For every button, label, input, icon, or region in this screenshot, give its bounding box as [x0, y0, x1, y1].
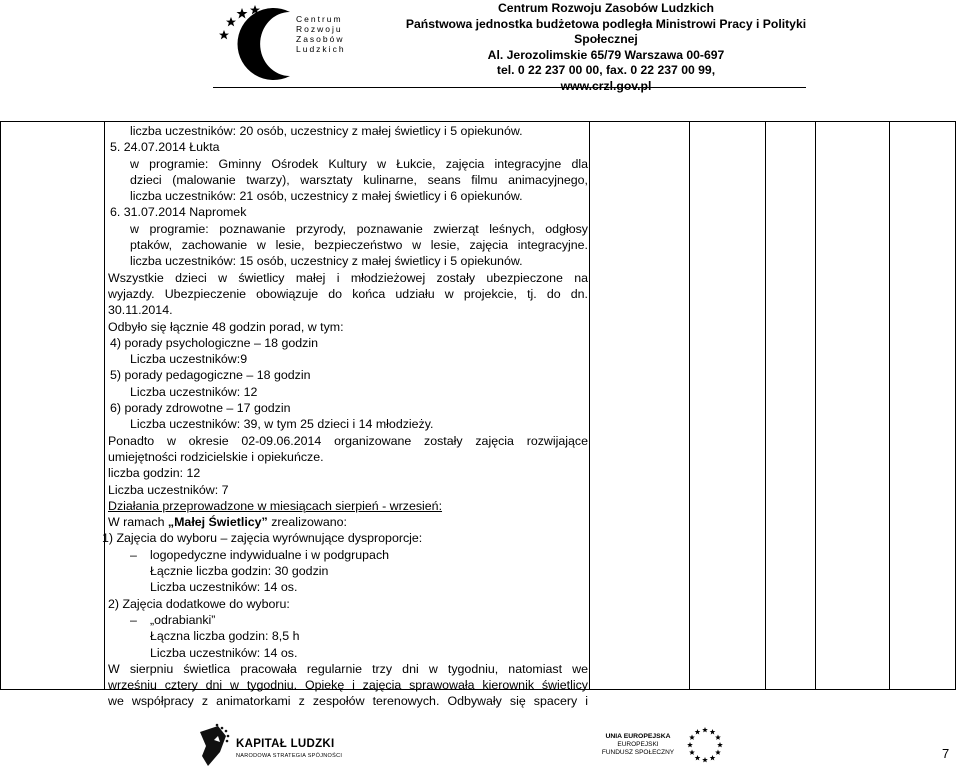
text-line: wyjazdy. Ubezpieczenie obowiązuje do końca udziału w projekcie, tj. do dn.: [108, 286, 588, 301]
logo-wordmark: [296, 14, 346, 54]
text-span: logopedyczne indywidualne i w podgrupach: [150, 547, 390, 562]
logo-crescent: [238, 8, 290, 80]
text-line: Łącznie liczba godzin: 30 godzin: [150, 564, 329, 579]
eu-label: [598, 733, 678, 757]
logo-word: Zasobów: [296, 34, 345, 44]
list-item-heading: 6. 31.07.2014 Napromek: [110, 205, 247, 220]
program-name: „Małej Świetlicy”: [167, 515, 268, 530]
page-number: 7: [942, 746, 950, 761]
eu-star: [687, 742, 693, 747]
eu-line: EUROPEJSKI: [617, 741, 659, 748]
text-line: Wszystkie dzieci w świetlicy małej i młodzieżowej zostały ubezpieczone na: [108, 270, 588, 285]
text-line: we współpracy z animatorkami z zespołów terenowych. Odbywały się spacery i: [108, 694, 588, 709]
table-column-divider: [815, 121, 816, 690]
eu-flag-icon: [684, 724, 726, 766]
logo-word: Rozwoju: [296, 24, 343, 34]
eu-star: [689, 735, 695, 740]
eu-stars: [687, 727, 723, 762]
org-address: Al. Jerozolimskie 65/79 Warszawa 00-697: [487, 47, 725, 62]
text-line: dzieci (malowanie twarzy), warsztaty kulinarne, seans filmu animacyjnego,: [130, 172, 588, 187]
text-line: Ponadto w okresie 02-09.06.2014 organizowane zostały zajęcia rozwijające: [108, 433, 588, 448]
eu-star: [715, 750, 721, 755]
list-item: 1) Zajęcia do wyboru – zajęcia wyrównujące dysproporcje:: [102, 531, 423, 546]
text-line: Liczba uczestników: 12: [130, 384, 258, 399]
text-span: W ramach: [108, 515, 168, 530]
text-span: zrealizowano:: [267, 515, 347, 530]
list-item: 2) Zajęcia dodatkowe do wyboru:: [108, 596, 290, 611]
text-line: wrześniu cztery dni w tygodniu. Opiekę i zajęcia sprawowała kierownik świetlicy: [108, 678, 588, 693]
text-line: Liczba uczestników:9: [130, 352, 248, 367]
text-line: w programie: Gminny Ośrodek Kultury w Łukcie, zajęcia integracyjne dla: [130, 156, 588, 171]
kapital-ludzki-subtitle: NARODOWA STRATEGIA SPÓJNOŚCI: [236, 753, 343, 759]
dash-list-item: [108, 547, 588, 563]
text-line: [108, 514, 588, 530]
text-line: W sierpniu świetlica pracowała regularnie trzy dni w tygodniu, natomiast we: [108, 661, 588, 676]
header-divider: [213, 87, 806, 88]
table-column-divider: [765, 121, 766, 690]
eu-star: [710, 729, 716, 734]
eu-star: [717, 742, 723, 747]
org-description: Państwowa jednostka budżetowa podległa Ministrowi Pracy i Polityki Społecznej: [405, 16, 807, 47]
org-website: www.crzl.gov.pl: [560, 78, 652, 93]
text-line: liczba uczestników: 20 osób, uczestnicy z małej świetlicy i 5 opiekunów.: [130, 124, 523, 138]
text-span: „odrabianki”: [150, 612, 216, 627]
text-line: Odbyło się łącznie 48 godzin porad, w tym:: [108, 319, 344, 334]
table-column-divider: [889, 121, 890, 690]
eu-star: [702, 727, 708, 732]
eu-line: UNIA EUROPEJSKA: [605, 733, 671, 740]
organization-header: [380, 1, 832, 95]
table-column-divider: [689, 121, 690, 690]
eu-star: [710, 755, 716, 760]
logo-word: Centrum: [296, 14, 343, 24]
dash-bullet: –: [130, 547, 137, 562]
logo-word: Ludzkich: [296, 44, 346, 54]
text-line: Łączna liczba godzin: 8,5 h: [150, 629, 300, 644]
list-item: 4) porady psychologiczne – 18 godzin: [110, 335, 319, 350]
eu-star: [695, 729, 701, 734]
table-column-divider: [104, 121, 105, 690]
report-content: [102, 123, 588, 710]
list-item-heading: 5. 24.07.2014 Łukta: [110, 140, 220, 155]
text-line: liczba godzin: 12: [108, 466, 201, 481]
org-phone: tel. 0 22 237 00 00, fax. 0 22 237 00 99,: [496, 63, 716, 78]
dash-list-item: [108, 612, 588, 628]
eu-line: FUNDUSZ SPOŁECZNY: [601, 749, 675, 756]
dash-bullet: –: [130, 612, 137, 627]
text-line: Liczba uczestników: 39, w tym 25 dzieci i 14 młodzieży.: [130, 417, 434, 432]
kapital-ludzki-title: KAPITAŁ LUDZKI: [236, 738, 335, 750]
eu-star: [695, 755, 701, 760]
text-line: liczba uczestników: 21 osób, uczestnicy z małej świetlicy i 6 opiekunów.: [130, 189, 523, 204]
kapital-ludzki-logo: [196, 722, 232, 770]
section-heading: Działania przeprowadzone w miesiącach sierpień - wrzesień:: [108, 498, 443, 513]
eu-star: [715, 735, 721, 740]
list-item: 6) porady zdrowotne – 17 godzin: [110, 401, 291, 416]
list-item: 5) porady pedagogiczne – 18 godzin: [110, 368, 311, 383]
text-line: Liczba uczestników: 7: [108, 482, 229, 497]
text-line: umiejętności rodzicielskie i opiekuńcze.: [108, 449, 324, 464]
text-line: 30.11.2014.: [108, 303, 173, 318]
text-line: liczba uczestników: 15 osób, uczestnicy z małej świetlicy i 5 opiekunów.: [130, 254, 523, 269]
text-line: Liczba uczestników: 14 os.: [150, 580, 298, 595]
eu-star: [689, 750, 695, 755]
text-line: w programie: poznawanie przyrody, poznawanie zwierząt leśnych, odgłosy: [130, 221, 588, 236]
text-line: Liczba uczestników: 14 os.: [150, 645, 298, 660]
org-name: Centrum Rozwoju Zasobów Ludzkich: [498, 1, 714, 15]
table-column-divider: [589, 121, 590, 690]
eu-star: [702, 757, 708, 762]
text-line: ptaków, zachowanie w lesie, bezpieczeństwo w lesie, zajęcia integracyjne.: [130, 238, 588, 253]
